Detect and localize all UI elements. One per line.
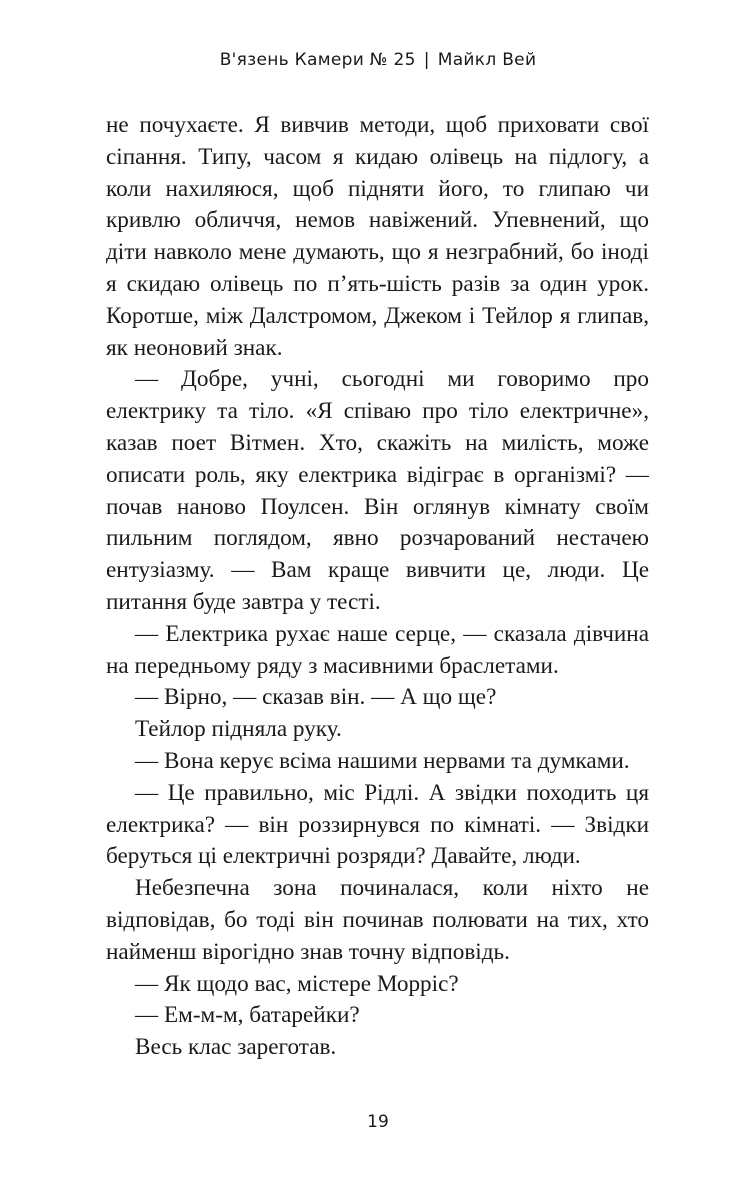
header-separator: | xyxy=(423,50,430,70)
body-text xyxy=(106,110,649,1064)
running-head xyxy=(0,50,756,70)
paragraph: — Ем-м-м, батарейки? xyxy=(135,1002,360,1029)
book-title: В'язень Камери № 25 xyxy=(219,50,416,70)
page-number: 19 xyxy=(367,1112,389,1132)
paragraph: Тейлор підняла руку. xyxy=(135,716,342,743)
paragraph: Весь клас зареготав. xyxy=(135,1034,337,1061)
paragraph: не почухаєте. Я вивчив методи, щоб приховати свої сіпання. Типу, часом я кидаю олівець на підлогу, а коли нахиляюся, щоб підняти його, то глипаю чи кривлю обличчя, немов навіжений. Упевнений, що діти навколо мене думають, що я незграбний, бо іноді я скидаю олівець по п’ять-шість разів за один урок. Коротше, між Далстромом, Джеком і Тейлор я глипав, як неоновий знак. xyxy=(106,112,649,361)
paragraph: Небезпечна зона починалася, коли ніхто не відповідав, бо тоді він починав полювати на тих, хто найменш вірогідно знав точну відповідь. xyxy=(106,875,649,965)
paragraph: — Вірно, — сказав він. — А що ще? xyxy=(135,684,497,711)
paragraph: — Добре, учні, сьогодні ми говоримо про електрику та тіло. «Я співаю про тіло електричне», казав поет Вітмен. Хто, скажіть на милість, може описати роль, яку електрика відіграє в організмі? — почав наново Поулсен. Він оглянув кімнату своїм пильним поглядом, явно розчарований нестачею ентузіазму. — Вам краще вивчити це, люди. Це питання буде завтра у тесті. xyxy=(106,366,649,615)
paragraph: — Вона керує всіма нашими нервами та думками. xyxy=(135,747,630,774)
author-name: Майкл Вей xyxy=(437,50,537,70)
paragraph: — Як щодо вас, містере Морріс? xyxy=(135,970,459,997)
paragraph: — Це правильно, міс Рідлі. А звідки походить ця електрика? — він роззирнувся по кімнаті. — Звідки беруться ці електричні розряди? Давайте, люди. xyxy=(106,779,649,870)
paragraph: — Електрика рухає наше серце, — сказала дівчина на передньому ряду з масивними браслетами. xyxy=(106,620,649,679)
